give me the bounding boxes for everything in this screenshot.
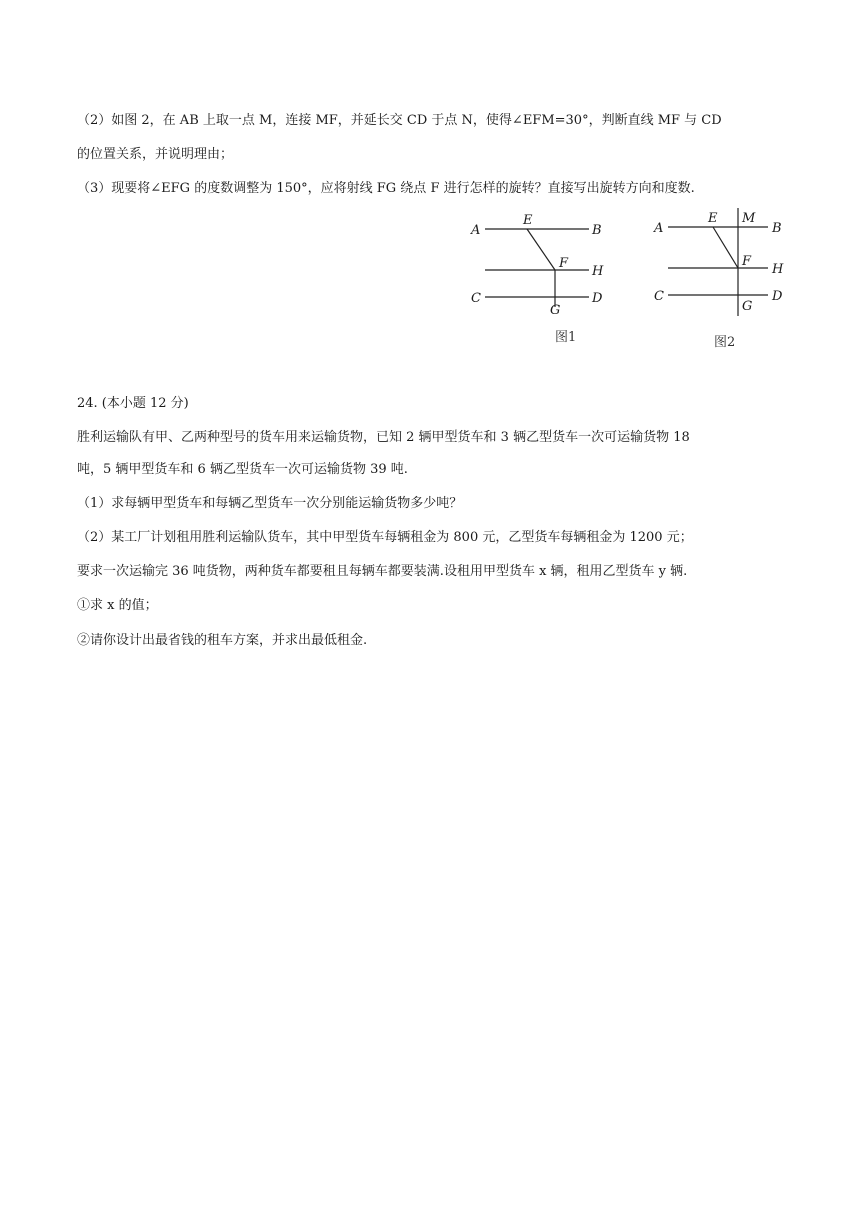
q24-part2-line2: 要求一次运输完 36 吨货物，两种货车都要租且每辆车都要装满.设租用甲型货车 x 辆，租用乙型货车 y 辆. [77,564,688,579]
label-b: B [772,221,782,236]
q24-sub2: ②请你设计出最省钱的租车方案，并求出最低租金. [77,633,368,648]
label-d: D [772,289,783,304]
q24-part1: （1）求每辆甲型货车和每辆乙型货车一次分别能运输货物多少吨？ [77,496,463,511]
label-f: F [559,256,569,271]
q23-part3: （3）现要将∠EFG 的度数调整为 150°，应将射线 FG 绕点 F 进行怎样的旋转？直接写出旋转方向和度数. [77,181,695,196]
q24-heading: 24. (本小题 12 分) [77,396,189,411]
label-m: M [742,211,756,226]
q24-intro-line2: 吨，5 辆甲型货车和 6 辆乙型货车一次可运输货物 39 吨. [77,462,408,477]
label-f: F [742,254,752,269]
figure-1-caption: 图1 [555,330,577,345]
label-d: D [592,291,603,306]
label-e: E [708,211,718,226]
q24-sub1: ①求 x 的值； [77,598,158,613]
figure-2 [642,206,802,356]
figure-1 [465,210,625,355]
q23-part2-line1: （2）如图 2，在 AB 上取一点 M，连接 MF，并延长交 CD 于点 N，使得∠EFM=30°，判断直线 MF 与 CD [77,113,722,128]
label-a: A [654,221,664,236]
label-e: E [523,213,533,228]
label-g: G [550,303,561,318]
label-c: C [654,289,664,304]
label-b: B [592,223,602,238]
label-h: H [592,264,604,279]
label-a: A [471,223,481,238]
q23-part2-line2: 的位置关系，并说明理由； [77,147,234,162]
label-c: C [471,291,481,306]
label-h: H [772,262,784,277]
figure-2-caption: 图2 [714,335,736,350]
q24-intro-line1: 胜利运输队有甲、乙两种型号的货车用来运输货物，已知 2 辆甲型货车和 3 辆乙型货车一次可运输货物 18 [77,430,690,445]
segment-ef [713,227,738,268]
q24-part2-line1: （2）某工厂计划租用胜利运输队货车，其中甲型货车每辆租金为 800 元，乙型货车每辆租金为 1200 元； [77,530,693,545]
segment-ef [527,229,555,270]
label-g: G [742,299,753,314]
